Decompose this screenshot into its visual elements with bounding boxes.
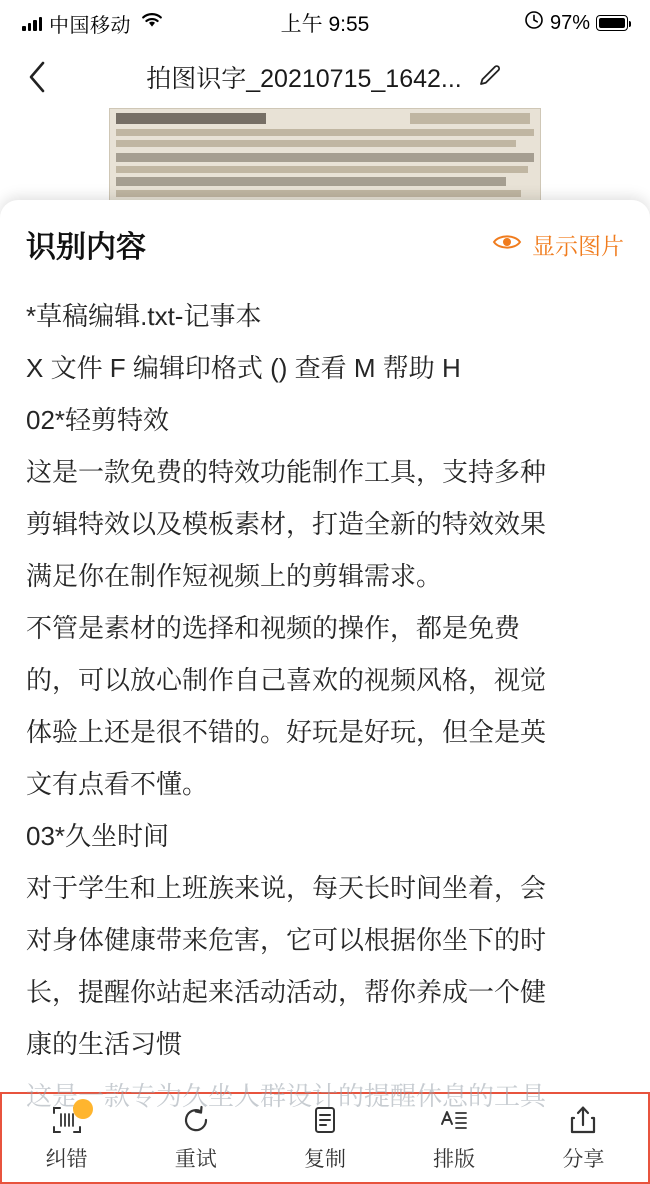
status-bar-left (22, 9, 164, 38)
ocr-line: 文有点看不懂。 (26, 769, 209, 799)
ocr-line: 03*久坐时间 (26, 821, 170, 851)
ocr-line: 对身体健康带来危害，它可以根据你坐下的时 (26, 925, 547, 955)
ocr-line: 02*轻剪特效 (26, 405, 170, 435)
show-image-label: 显示图片 (532, 232, 624, 259)
ocr-text-body[interactable] (0, 280, 650, 1092)
toolbar-label: 复制 (303, 1148, 346, 1171)
battery-icon (596, 15, 628, 31)
show-image-button[interactable] (492, 228, 624, 261)
wifi-icon (140, 11, 164, 35)
sheet-title: 识别内容 (26, 231, 146, 264)
sheet-header (0, 200, 650, 280)
ocr-line: 剪辑特效以及模板素材，打造全新的特效效果 (26, 509, 547, 539)
status-time: 上午 9:55 (280, 13, 370, 36)
toolbar-item-share[interactable] (523, 1103, 643, 1173)
carrier-label: 中国移动 (49, 14, 131, 37)
toolbar-label: 重试 (174, 1148, 217, 1171)
layout-text-icon (437, 1103, 471, 1137)
ocr-line-partial (26, 1070, 624, 1090)
toolbar-label: 排版 (433, 1148, 476, 1171)
ocr-line: 的，可以放心制作自己喜欢的视频风格，视觉 (26, 665, 547, 695)
ocr-line: 不管是素材的选择和视频的操作，都是免费 (26, 613, 521, 643)
eye-icon (492, 231, 522, 258)
ocr-line: 满足你在制作短视频上的剪辑需求。 (26, 561, 443, 591)
share-upload-icon (566, 1103, 600, 1137)
copy-icon (308, 1103, 342, 1137)
bottom-toolbar (0, 1092, 650, 1184)
ocr-line: 康的生活习惯 (26, 1029, 183, 1059)
toolbar-item-copy[interactable] (265, 1103, 385, 1173)
recognized-content-sheet (0, 200, 650, 1184)
toolbar-item-retry[interactable] (136, 1103, 256, 1173)
battery-percent-label: 97% (549, 11, 590, 34)
status-bar-right (524, 10, 628, 36)
alarm-clock-icon (524, 10, 544, 36)
pencil-edit-icon[interactable] (476, 61, 504, 94)
signal-bars-icon (22, 15, 42, 31)
nav-title-group (54, 59, 596, 95)
refresh-retry-icon (179, 1103, 213, 1137)
new-badge-dot (73, 1099, 93, 1119)
nav-bar (0, 46, 650, 108)
toolbar-label: 分享 (562, 1148, 605, 1171)
ocr-line: 体验上还是很不错的。好玩是好玩，但全是英 (26, 717, 547, 747)
toolbar-item-layout[interactable] (394, 1103, 514, 1173)
ocr-line: 对于学生和上班族来说，每天长时间坐着，会 (26, 873, 547, 903)
ocr-line: 这是一款免费的特效功能制作工具，支持多种 (26, 457, 547, 487)
status-bar (0, 0, 650, 46)
ocr-line: *草稿编辑.txt-记事本 (26, 301, 262, 331)
ocr-line: X 文件 F 编辑印格式 () 查看 M 帮助 H (26, 353, 461, 383)
ocr-line: 长，提醒你站起来活动活动，帮你养成一个健 (26, 977, 547, 1007)
toolbar-item-correction[interactable] (7, 1103, 127, 1173)
page-title: 拍图识字_20210715_1642... (146, 65, 462, 93)
toolbar-label: 纠错 (45, 1148, 88, 1171)
back-chevron-icon[interactable] (20, 60, 54, 94)
scanned-document-thumbnail[interactable] (109, 108, 541, 210)
